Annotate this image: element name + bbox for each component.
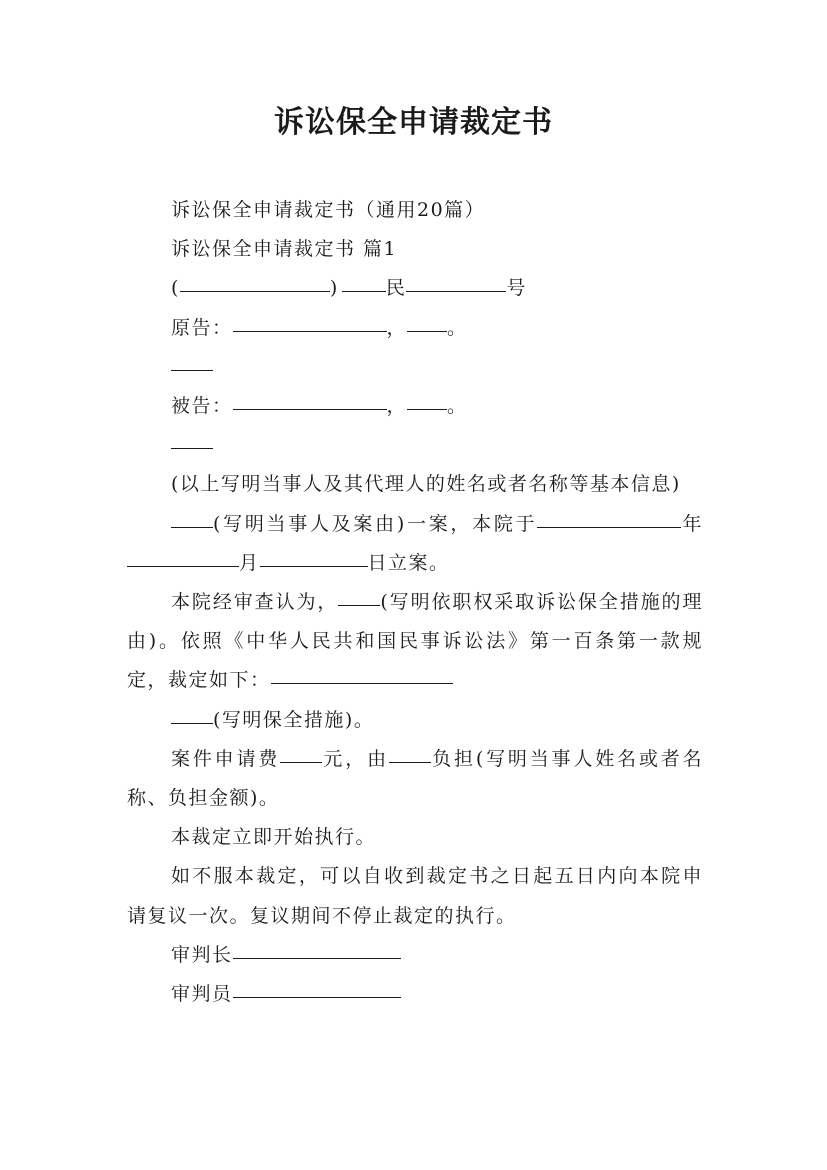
filing-day-blank [260,542,368,567]
document-body [127,191,703,1014]
review-text-b: (写明依职权采取诉讼保全措施的理由)。依照《中华人民共和国民事诉讼法》第一百条第一款规定，裁定如下： [127,591,703,692]
month-char: 月 [239,551,260,574]
defendant-line [127,387,703,426]
hao-char: 号 [506,277,527,300]
judge-blank [233,973,401,998]
execution-paragraph: 本裁定立即开始执行。 [171,826,377,849]
filing-month-blank [127,542,239,567]
plaintiff-label: 原告： [171,316,233,339]
judge-line [127,975,703,1014]
plaintiff-comma: ， [386,316,408,339]
plaintiff-end: 。 [447,316,468,339]
chief-judge-label: 审判长 [171,943,233,966]
review-paragraph [127,583,703,701]
parties-blank [171,503,213,528]
day-text: 日立案。 [367,551,450,574]
plaintiff-name-blank [233,307,387,332]
defendant-name-blank [233,385,387,410]
defendant-agent-blank [171,424,213,449]
fee-text-a: 案件申请费 [171,747,281,770]
judge-label: 审判员 [171,983,233,1006]
defendant-label: 被告： [171,395,233,417]
plaintiff-agent-line [127,348,703,387]
subtitle-line: 诉讼保全申请裁定书（通用20篇） [171,199,486,221]
number-blank [406,267,506,292]
case-paragraph [127,505,703,583]
defendant-info-blank [407,385,447,410]
measure-text: (写明保全措施)。 [213,708,375,731]
measure-blank [171,699,213,724]
civil-char: 民 [385,277,407,300]
case-text: (写明当事人及案由)一案，本院于 [213,512,538,535]
fee-paragraph [127,740,703,818]
plaintiff-line [127,309,703,348]
ruling-blank [271,659,453,684]
review-text-a: 本院经审查认为， [171,591,339,613]
paren-close: ) [329,277,339,300]
defendant-comma: ， [386,395,408,417]
appeal-paragraph: 如不服本裁定，可以自收到裁定书之日起五日内向本院申请复议一次。复议期间不停止裁定的执行。 [127,865,703,927]
info-paragraph: (以上写明当事人及其代理人的姓名或者名称等基本信息) [171,473,681,496]
defendant-agent-line [127,426,703,465]
year-char: 年 [681,512,703,535]
court-blank [180,267,330,292]
review-blank [338,581,380,606]
plaintiff-info-blank [407,307,447,332]
case-number-line [127,269,703,308]
fee-party-blank [389,738,431,763]
fee-text-b: 元，由 [322,747,389,770]
year-blank [342,267,386,292]
fee-amount-blank [280,738,322,763]
fee-text-c: 负担(写明当事人姓名或者名称、负担金额)。 [127,747,703,810]
paren-open: ( [171,277,180,300]
measure-paragraph [127,701,703,740]
defendant-end: 。 [447,395,468,417]
plaintiff-agent-blank [171,346,213,371]
chief-judge-line [127,936,703,975]
chief-judge-blank [233,934,401,959]
document-title: 诉讼保全申请裁定书 [274,105,553,140]
filing-year-blank [537,503,681,528]
part-heading: 诉讼保全申请裁定书 篇1 [171,238,398,261]
